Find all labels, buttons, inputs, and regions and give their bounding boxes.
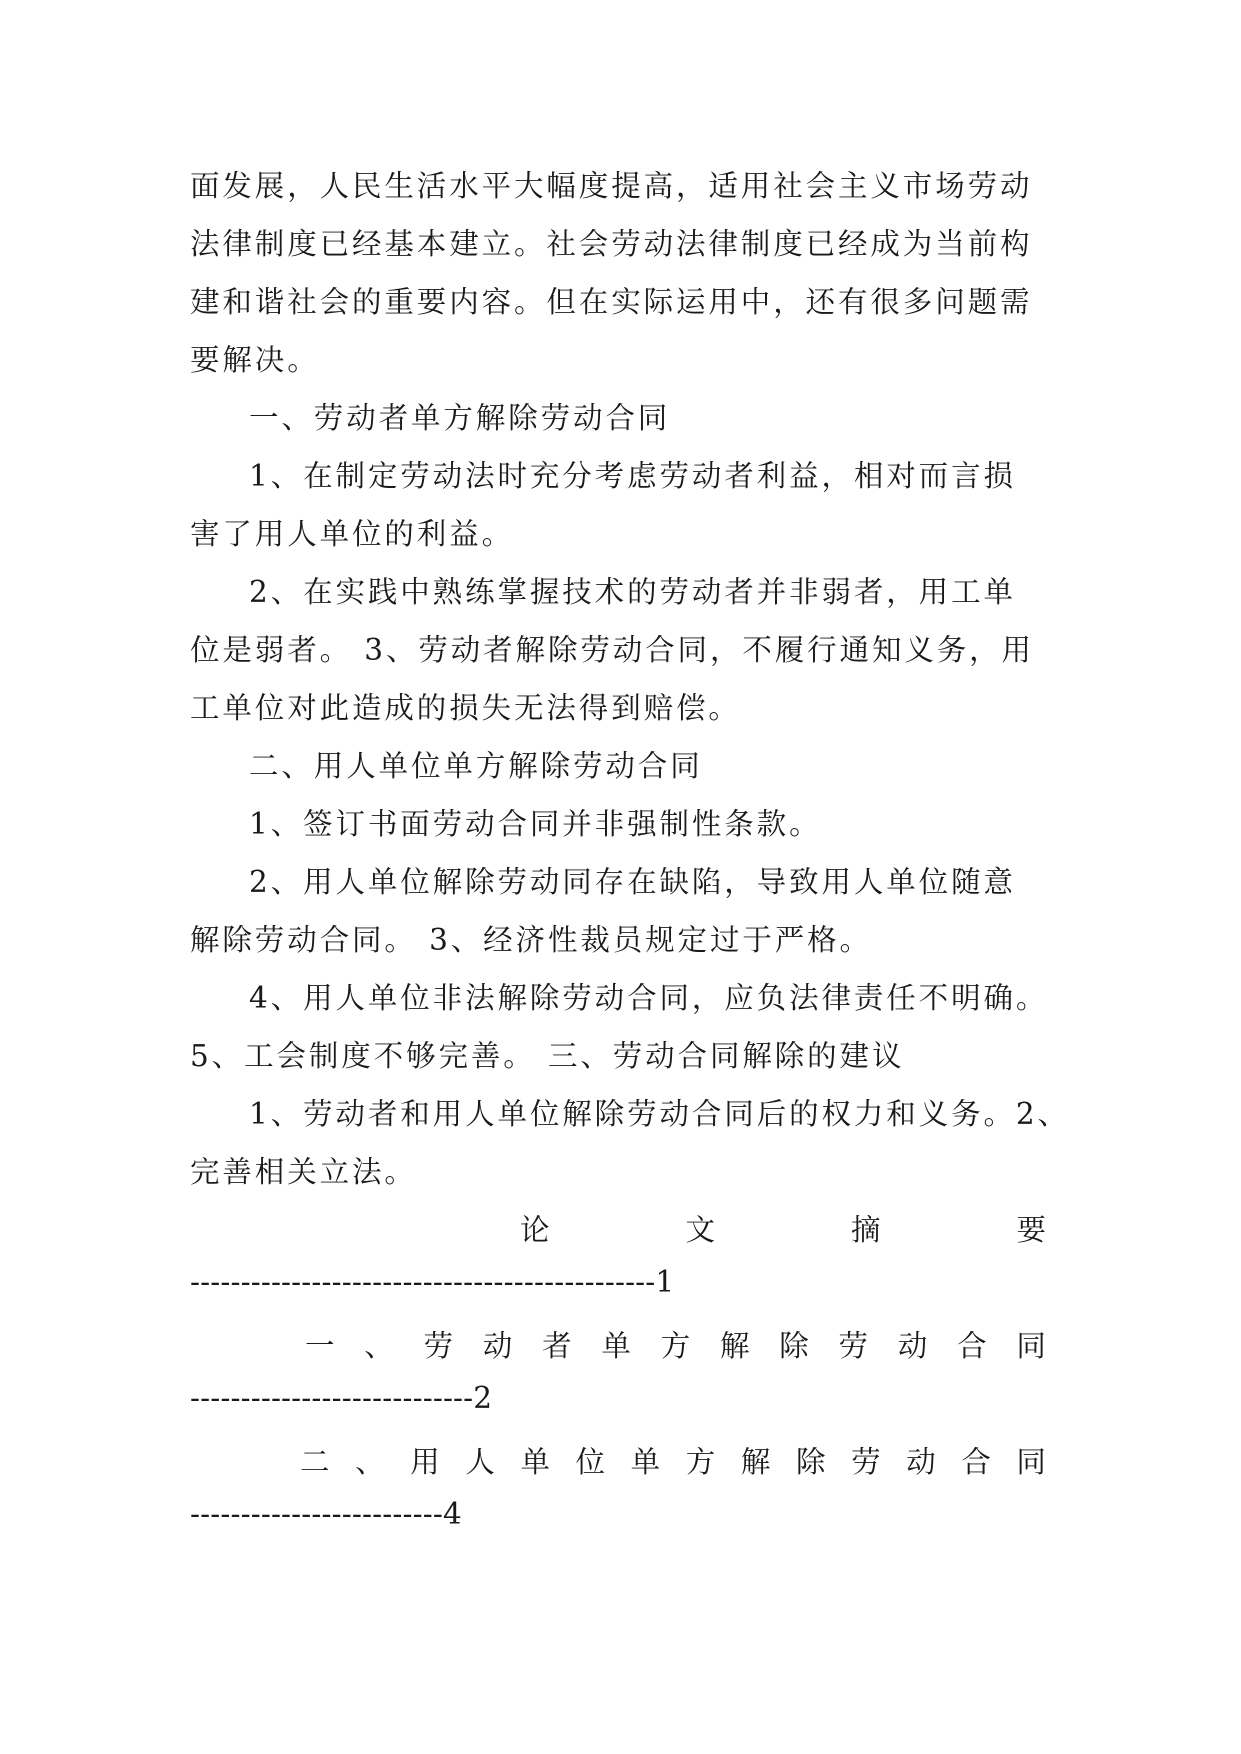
toc-char: 要 bbox=[1016, 1213, 1046, 1247]
toc-char: 动 bbox=[897, 1329, 928, 1363]
toc-char: 单 bbox=[630, 1445, 661, 1479]
body-line: 4、用人单位非法解除劳动合同，应负法律责任不明确。 bbox=[249, 981, 1049, 1015]
toc-char: 除 bbox=[795, 1445, 826, 1479]
toc-leader: ----------------------------2 bbox=[190, 1381, 493, 1415]
body-line: 5、工会制度不够完善。 三、劳动合同解除的建议 bbox=[190, 1039, 905, 1073]
body-line: 完善相关立法。 bbox=[190, 1155, 417, 1189]
body-line: 1、在制定劳动法时充分考虑劳动者利益，相对而言损 bbox=[249, 459, 1016, 493]
toc-char: 单 bbox=[601, 1329, 631, 1363]
toc-char: 摘 bbox=[850, 1213, 881, 1247]
toc-char: 动 bbox=[906, 1445, 936, 1479]
body-line: 面发展，人民生活水平大幅度提高，适用社会主义市场劳动 bbox=[190, 169, 1033, 203]
toc-char: 、 bbox=[364, 1329, 394, 1363]
toc-char: 人 bbox=[465, 1445, 495, 1479]
body-line: 1、签订书面劳动合同并非强制性条款。 bbox=[249, 807, 822, 841]
toc-char: 位 bbox=[575, 1445, 606, 1479]
toc-char: 二 bbox=[300, 1445, 330, 1479]
toc-char: 方 bbox=[660, 1329, 691, 1363]
toc-char: 用 bbox=[410, 1445, 440, 1479]
toc-leader: ----------------------------------------------1 bbox=[190, 1265, 675, 1299]
body-line: 害了用人单位的利益。 bbox=[190, 517, 515, 551]
toc-leader: -------------------------4 bbox=[190, 1497, 462, 1531]
toc-char: 、 bbox=[355, 1445, 385, 1479]
toc-char: 文 bbox=[685, 1213, 715, 1247]
toc-char: 劳 bbox=[838, 1329, 869, 1363]
body-line: 要解决。 bbox=[190, 343, 320, 377]
toc-entry-section-1 bbox=[305, 1323, 1046, 1365]
toc-entry-section-2 bbox=[300, 1439, 1046, 1481]
toc-char: 劳 bbox=[423, 1329, 454, 1363]
toc-char: 单 bbox=[520, 1445, 550, 1479]
toc-char: 论 bbox=[520, 1213, 550, 1247]
toc-char: 除 bbox=[779, 1329, 809, 1363]
toc-entry-abstract bbox=[520, 1207, 1046, 1249]
body-line: 2、在实践中熟练掌握技术的劳动者并非弱者，用工单 bbox=[249, 575, 1016, 609]
toc-char: 解 bbox=[740, 1445, 771, 1479]
toc-char: 同 bbox=[1016, 1329, 1046, 1363]
section-heading: 一、劳动者单方解除劳动合同 bbox=[249, 401, 671, 435]
toc-char: 者 bbox=[542, 1329, 572, 1363]
toc-char: 合 bbox=[961, 1445, 991, 1479]
toc-char: 动 bbox=[482, 1329, 513, 1363]
toc-char: 解 bbox=[719, 1329, 750, 1363]
section-heading: 二、用人单位单方解除劳动合同 bbox=[249, 749, 703, 783]
body-line: 2、用人单位解除劳动同存在缺陷，导致用人单位随意 bbox=[249, 865, 1016, 899]
toc-char: 一 bbox=[305, 1329, 335, 1363]
body-line: 1、劳动者和用人单位解除劳动合同后的权力和义务。2、 bbox=[249, 1097, 1070, 1131]
toc-char: 合 bbox=[957, 1329, 987, 1363]
body-line: 工单位对此造成的损失无法得到赔偿。 bbox=[190, 691, 741, 725]
body-line: 建和谐社会的重要内容。但在实际运用中，还有很多问题需 bbox=[190, 285, 1033, 319]
toc-char: 劳 bbox=[851, 1445, 881, 1479]
toc-char: 方 bbox=[685, 1445, 716, 1479]
toc-char: 同 bbox=[1016, 1445, 1046, 1479]
body-line: 解除劳动合同。 3、经济性裁员规定过于严格。 bbox=[190, 923, 872, 957]
body-line: 法律制度已经基本建立。社会劳动法律制度已经成为当前构 bbox=[190, 227, 1033, 261]
body-line: 位是弱者。 3、劳动者解除劳动合同，不履行通知义务，用 bbox=[190, 633, 1034, 667]
